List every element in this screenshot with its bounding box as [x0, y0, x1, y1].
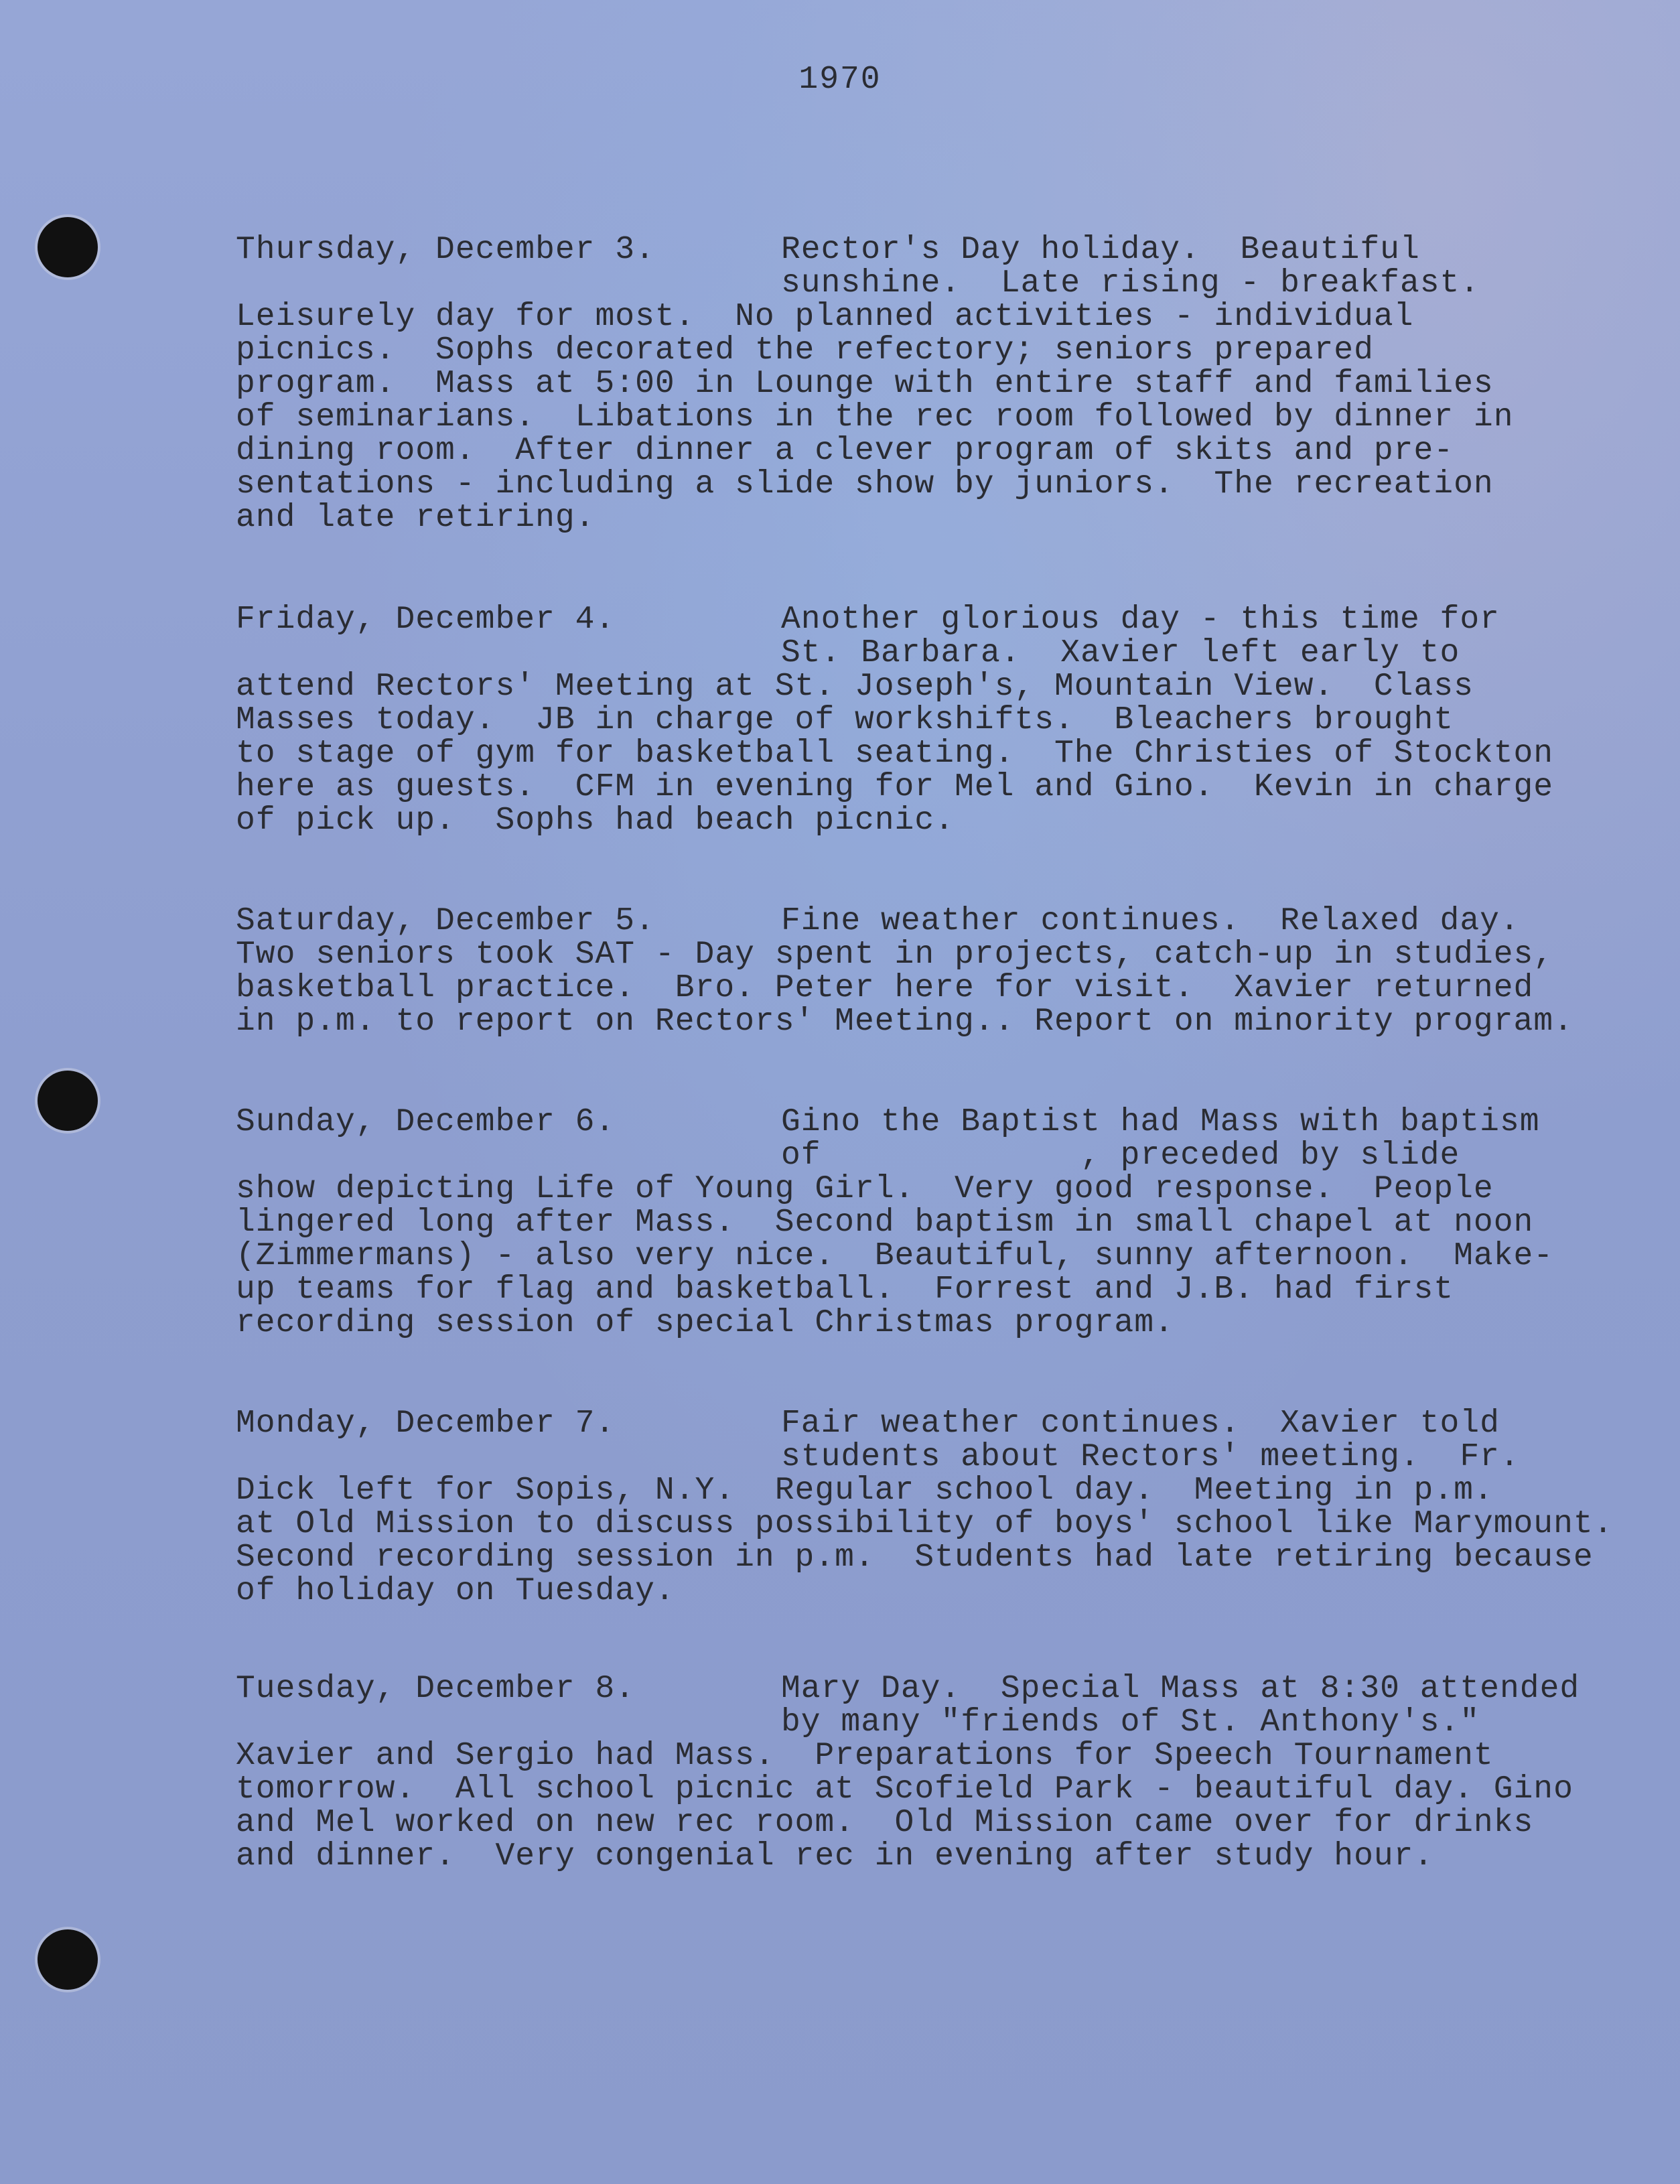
- entry-body-line: of seminarians. Libations in the rec room followed by dinner in: [236, 399, 1514, 435]
- entry-lead-line: Another glorious day - this time for: [781, 602, 1500, 638]
- entry-body-line: dining room. After dinner a clever program of skits and pre-: [236, 433, 1454, 469]
- diary-entry-dec-5: [236, 904, 1629, 1038]
- entry-body-line: picnics. Sophs decorated the refectory; seniors prepared: [236, 332, 1374, 368]
- entry-date: Tuesday, December 8.: [236, 1671, 636, 1707]
- entry-body-line: and late retiring.: [236, 500, 596, 536]
- entry-body-line: recording session of special Christmas program.: [236, 1305, 1174, 1341]
- entry-date: Friday, December 4.: [236, 602, 616, 638]
- entry-body-line: Masses today. JB in charge of workshifts. Bleachers brought: [236, 702, 1454, 738]
- entry-body-line: and dinner. Very congenial rec in evening after study hour.: [236, 1838, 1434, 1874]
- diary-entry-dec-3: [236, 233, 1629, 535]
- entry-body-line: lingered long after Mass. Second baptism in small chapel at noon: [236, 1205, 1534, 1241]
- entry-body-line: Xavier and Sergio had Mass. Preparations for Speech Tournament: [236, 1738, 1494, 1774]
- entry-lead-line: Gino the Baptist had Mass with baptism: [781, 1104, 1540, 1140]
- entry-body-line: here as guests. CFM in evening for Mel and Gino. Kevin in charge: [236, 769, 1554, 805]
- binder-hole-top: [38, 217, 98, 277]
- entry-lead-line: Rector's Day holiday. Beautiful: [781, 232, 1420, 268]
- entry-body-line: of pick up. Sophs had beach picnic.: [236, 803, 955, 839]
- page-year: 1970: [798, 62, 882, 98]
- entry-body-line: program. Mass at 5:00 in Lounge with entire staff and families: [236, 366, 1494, 402]
- entry-body-line: (Zimmermans) - also very nice. Beautiful, sunny afternoon. Make-: [236, 1238, 1554, 1274]
- entry-body-line: attend Rectors' Meeting at St. Joseph's, Mountain View. Class: [236, 669, 1474, 705]
- entry-lead-line: Mary Day. Special Mass at 8:30 attended: [781, 1671, 1580, 1707]
- entry-body-line: Leisurely day for most. No planned activities - individual: [236, 299, 1414, 335]
- entry-body-line: Two seniors took SAT - Day spent in projects, catch-up in studies,: [236, 937, 1554, 973]
- entry-body-line: and Mel worked on new rec room. Old Mission came over for drinks: [236, 1805, 1534, 1841]
- entry-lead-line: St. Barbara. Xavier left early to: [781, 635, 1460, 671]
- entry-lead-line: by many "friends of St. Anthony's.": [781, 1704, 1480, 1741]
- entry-body-line: of holiday on Tuesday.: [236, 1573, 675, 1609]
- diary-entry-dec-8: [236, 1672, 1629, 1873]
- binder-hole-middle: [38, 1071, 98, 1131]
- entry-lead-line: sunshine. Late rising - breakfast.: [781, 265, 1480, 301]
- entry-body-line: sentations - including a slide show by juniors. The recreation: [236, 466, 1494, 502]
- entry-body-line: to stage of gym for basketball seating. The Christies of Stockton: [236, 736, 1554, 772]
- entry-body-line: Dick left for Sopis, N.Y. Regular school day. Meeting in p.m.: [236, 1473, 1494, 1509]
- entry-body-line: show depicting Life of Young Girl. Very good response. People: [236, 1171, 1494, 1207]
- binder-hole-bottom: [38, 1929, 98, 1990]
- entry-body-line: up teams for flag and basketball. Forrest and J.B. had first: [236, 1272, 1454, 1308]
- entry-body-line: at Old Mission to discuss possibility of boys' school like Marymount.: [236, 1506, 1614, 1542]
- diary-entry-dec-7: [236, 1407, 1629, 1608]
- entry-body-line: in p.m. to report on Rectors' Meeting.. Report on minority program.: [236, 1004, 1573, 1040]
- entry-lead-line: Fine weather continues. Relaxed day.: [781, 903, 1520, 939]
- entry-date: Thursday, December 3.: [236, 232, 655, 268]
- entry-date: Saturday, December 5.: [236, 903, 655, 939]
- entry-lead-line: students about Rectors' meeting. Fr.: [781, 1439, 1520, 1475]
- entry-body-line: basketball practice. Bro. Peter here for visit. Xavier returned: [236, 970, 1534, 1006]
- entry-date: Sunday, December 6.: [236, 1104, 616, 1140]
- diary-entry-dec-4: [236, 603, 1629, 837]
- diary-entry-dec-6: [236, 1105, 1629, 1340]
- entry-lead-line: of , preceded by slide: [781, 1138, 1460, 1174]
- entry-date: Monday, December 7.: [236, 1406, 616, 1442]
- entry-body-line: tomorrow. All school picnic at Scofield Park - beautiful day. Gino: [236, 1771, 1573, 1807]
- entry-lead-line: Fair weather continues. Xavier told: [781, 1406, 1500, 1442]
- entry-body-line: Second recording session in p.m. Students had late retiring because: [236, 1540, 1594, 1576]
